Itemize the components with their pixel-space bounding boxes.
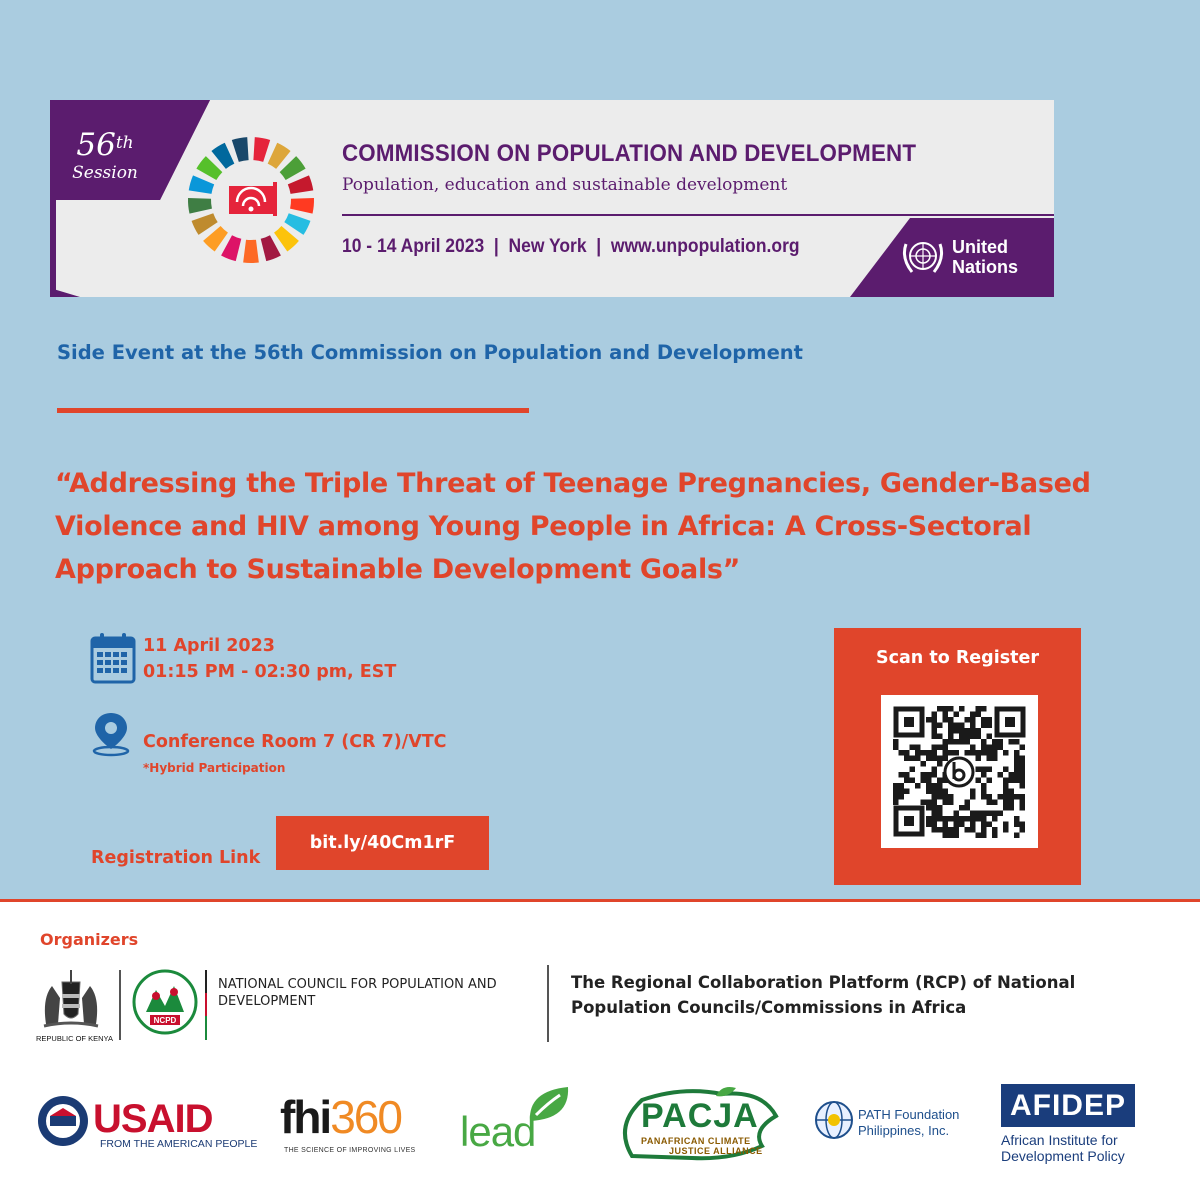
qr-module xyxy=(926,816,932,822)
qr-module xyxy=(893,739,899,745)
kenya-coat-of-arms-icon xyxy=(38,968,104,1032)
qr-module xyxy=(1009,739,1015,745)
qr-module xyxy=(943,706,949,712)
qr-module xyxy=(948,739,954,745)
qr-module xyxy=(1020,745,1026,751)
qr-module xyxy=(970,750,976,756)
qr-module xyxy=(1020,822,1026,828)
ncpd-logo-icon xyxy=(130,968,200,1036)
qr-module xyxy=(932,756,938,762)
qr-module xyxy=(981,811,987,817)
qr-module xyxy=(948,827,954,833)
qr-module xyxy=(1003,805,1009,811)
un-emblem-icon xyxy=(898,234,948,280)
qr-module xyxy=(954,816,960,822)
qr-module xyxy=(937,778,943,784)
organizer-separator xyxy=(547,965,549,1042)
pacja-wordmark: PACJA xyxy=(641,1097,759,1135)
sdg-wheel-segment xyxy=(232,137,249,162)
qr-module xyxy=(992,739,998,745)
qr-module xyxy=(954,833,960,839)
qr-module xyxy=(992,750,998,756)
qr-module xyxy=(976,833,982,839)
qr-module xyxy=(948,816,954,822)
qr-title: Scan to Register xyxy=(876,648,1039,668)
qr-module xyxy=(992,800,998,806)
qr-module xyxy=(937,706,943,712)
qr-module xyxy=(932,783,938,789)
hybrid-note: *Hybrid Participation xyxy=(143,761,286,775)
qr-module xyxy=(1003,767,1009,773)
qr-module xyxy=(1003,750,1009,756)
qr-module xyxy=(937,734,943,740)
sdg-wheel-segment xyxy=(221,235,241,261)
qr-module xyxy=(970,827,976,833)
qr-module xyxy=(893,789,899,795)
qr-module xyxy=(932,805,938,811)
qr-module xyxy=(970,717,976,723)
qr-module xyxy=(981,822,987,828)
commission-title: COMMISSION ON POPULATION AND DEVELOPMENT xyxy=(342,140,917,167)
qr-module xyxy=(954,827,960,833)
event-time: 01:15 PM - 02:30 pm, EST xyxy=(143,662,397,682)
sdg-wheel-segment xyxy=(288,175,313,194)
qr-module xyxy=(976,778,982,784)
qr-module xyxy=(904,772,910,778)
qr-module xyxy=(965,800,971,806)
qr-module xyxy=(932,827,938,833)
qr-module xyxy=(899,783,905,789)
qr-module xyxy=(937,789,943,795)
qr-module xyxy=(998,739,1004,745)
qr-module xyxy=(959,816,965,822)
qr-module xyxy=(1014,767,1020,773)
qr-module xyxy=(1014,822,1020,828)
qr-module xyxy=(915,783,921,789)
qr-module xyxy=(970,789,976,795)
qr-module xyxy=(948,750,954,756)
qr-module xyxy=(987,723,993,729)
qr-module xyxy=(992,827,998,833)
qr-module xyxy=(981,794,987,800)
qr-module xyxy=(943,794,949,800)
registration-link[interactable]: bit.ly/40Cm1rF xyxy=(276,816,489,870)
qr-module xyxy=(904,750,910,756)
qr-module xyxy=(976,756,982,762)
qr-module xyxy=(1009,794,1015,800)
qr-module xyxy=(987,778,993,784)
qr-module xyxy=(1014,794,1020,800)
qr-module xyxy=(998,772,1004,778)
qr-module xyxy=(932,734,938,740)
pacja-tagline-2: JUSTICE ALLIANCE xyxy=(669,1146,763,1156)
qr-module xyxy=(937,761,943,767)
qr-module xyxy=(959,728,965,734)
fhi360-wordmark: fhi360 xyxy=(280,1091,401,1143)
qr-module xyxy=(965,739,971,745)
kenya-caption: REPUBLIC OF KENYA xyxy=(36,1034,113,1043)
qr-module xyxy=(943,756,949,762)
qr-module xyxy=(981,739,987,745)
qr-module xyxy=(893,783,899,789)
qr-module xyxy=(937,805,943,811)
qr-module xyxy=(1009,789,1015,795)
qr-module xyxy=(1020,767,1026,773)
qr-module xyxy=(899,794,905,800)
registration-label: Registration Link xyxy=(91,848,261,868)
qr-module xyxy=(954,811,960,817)
qr-module xyxy=(932,712,938,718)
qr-module xyxy=(970,822,976,828)
event-date: 11 April 2023 xyxy=(143,636,275,656)
qr-module xyxy=(954,728,960,734)
qr-module xyxy=(921,800,927,806)
qr-module xyxy=(1020,794,1026,800)
sdg-wheel-segment xyxy=(274,226,299,252)
qr-module xyxy=(1014,833,1020,839)
qr-module xyxy=(948,706,954,712)
sdg-wheel-segment xyxy=(192,213,218,235)
registration-qr-code[interactable] xyxy=(881,695,1038,848)
qr-module xyxy=(910,756,916,762)
qr-module xyxy=(921,778,927,784)
sdg-wheel-segment xyxy=(253,137,270,162)
qr-module xyxy=(1020,827,1026,833)
qr-module xyxy=(932,800,938,806)
qr-module xyxy=(893,745,899,751)
qr-module xyxy=(921,750,927,756)
session-number: 56th xyxy=(76,127,134,163)
qr-module xyxy=(910,745,916,751)
qr-module xyxy=(987,800,993,806)
qr-module xyxy=(1020,805,1026,811)
qr-module xyxy=(943,789,949,795)
qr-module xyxy=(998,811,1004,817)
qr-module xyxy=(981,816,987,822)
qr-module xyxy=(981,827,987,833)
qr-module xyxy=(1020,800,1026,806)
qr-module xyxy=(987,794,993,800)
usaid-tagline: FROM THE AMERICAN PEOPLE xyxy=(100,1138,258,1150)
qr-module xyxy=(981,706,987,712)
qr-module xyxy=(1003,827,1009,833)
qr-module xyxy=(926,805,932,811)
commission-theme: Population, education and sustainable development xyxy=(342,175,788,195)
event-venue: Conference Room 7 (CR 7)/VTC xyxy=(143,732,447,752)
qr-module xyxy=(959,822,965,828)
sdg-wheel-segment xyxy=(203,226,228,252)
qr-module xyxy=(976,706,982,712)
qr-module xyxy=(970,712,976,718)
qr-module xyxy=(965,827,971,833)
qr-module xyxy=(954,712,960,718)
qr-module xyxy=(921,772,927,778)
qr-module xyxy=(926,717,932,723)
banner-divider xyxy=(342,214,1054,216)
qr-module xyxy=(1014,756,1020,762)
qr-module xyxy=(1003,783,1009,789)
qr-module xyxy=(970,723,976,729)
qr-module xyxy=(987,822,993,828)
lead-wordmark: lead xyxy=(460,1108,536,1155)
qr-module xyxy=(1003,778,1009,784)
qr-module xyxy=(904,778,910,784)
qr-module xyxy=(981,750,987,756)
qr-module xyxy=(987,717,993,723)
qr-module xyxy=(965,717,971,723)
qr-module xyxy=(976,734,982,740)
qr-module xyxy=(932,745,938,751)
qr-module xyxy=(926,789,932,795)
qr-module xyxy=(976,728,982,734)
qr-module xyxy=(970,811,976,817)
qr-module xyxy=(932,822,938,828)
session-label: Session xyxy=(72,163,138,183)
qr-module xyxy=(943,833,949,839)
qr-module xyxy=(893,800,899,806)
event-datetime xyxy=(143,633,396,685)
sdg-wheel-segment xyxy=(290,198,314,214)
qr-module xyxy=(948,833,954,839)
qr-module xyxy=(926,800,932,806)
qr-module xyxy=(937,756,943,762)
qr-module xyxy=(976,767,982,773)
qr-module xyxy=(943,827,949,833)
qr-module xyxy=(1009,778,1015,784)
qr-module xyxy=(1020,778,1026,784)
qr-module xyxy=(943,816,949,822)
qr-module xyxy=(943,822,949,828)
qr-module xyxy=(970,745,976,751)
qr-module xyxy=(932,811,938,817)
qr-module xyxy=(1020,761,1026,767)
qr-module xyxy=(959,739,965,745)
qr-module xyxy=(992,756,998,762)
qr-module xyxy=(932,767,938,773)
ncpd-badge-text: NCPD xyxy=(153,1016,177,1025)
qr-module xyxy=(1003,789,1009,795)
qr-module xyxy=(932,728,938,734)
qr-module xyxy=(970,728,976,734)
qr-module xyxy=(976,816,982,822)
qr-module xyxy=(926,756,932,762)
qr-module xyxy=(937,827,943,833)
sdg-wheel-segment xyxy=(188,198,212,214)
qr-module xyxy=(932,789,938,795)
qr-module xyxy=(1014,816,1020,822)
qr-module xyxy=(910,778,916,784)
qr-module xyxy=(899,750,905,756)
qr-module xyxy=(981,772,987,778)
sdg-wheel-segment xyxy=(284,213,310,235)
qr-module xyxy=(987,734,993,740)
qr-module xyxy=(987,756,993,762)
qr-module xyxy=(932,750,938,756)
qr-module xyxy=(926,778,932,784)
qr-module xyxy=(970,734,976,740)
qr-module xyxy=(954,739,960,745)
sdg-wheel-segment xyxy=(189,175,214,194)
qr-module xyxy=(987,811,993,817)
sdg-wheel-segment xyxy=(196,156,222,180)
qr-module xyxy=(992,811,998,817)
side-event-heading: Side Event at the 56th Commission on Population and Development xyxy=(57,341,803,364)
qr-module xyxy=(1009,800,1015,806)
usaid-wordmark: USAID xyxy=(93,1097,213,1141)
qr-module xyxy=(1014,772,1020,778)
calendar-icon xyxy=(90,632,136,684)
qr-module xyxy=(948,717,954,723)
qr-module xyxy=(981,717,987,723)
qr-module xyxy=(998,745,1004,751)
qr-module xyxy=(959,805,965,811)
kenya-flag-bar xyxy=(205,970,207,1040)
qr-module xyxy=(954,750,960,756)
qr-module xyxy=(1003,794,1009,800)
qr-module xyxy=(937,816,943,822)
qr-module xyxy=(937,723,943,729)
qr-module xyxy=(998,794,1004,800)
qr-module xyxy=(959,734,965,740)
qr-module xyxy=(921,761,927,767)
qr-module xyxy=(1014,739,1020,745)
qr-module xyxy=(987,750,993,756)
qr-module xyxy=(1003,822,1009,828)
sdg-wheel-segment xyxy=(261,235,281,261)
qr-module xyxy=(970,816,976,822)
afidep-wordmark: AFIDEP xyxy=(1001,1084,1135,1127)
qr-module xyxy=(932,816,938,822)
qr-module xyxy=(965,816,971,822)
qr-module xyxy=(943,717,949,723)
event-title: “Addressing the Triple Threat of Teenage Pregnancies, Gender-Based Violence and HIV among Young People in Africa: A Cross-Sectoral Approach to Sustainable Development Goals” xyxy=(55,468,1091,585)
commission-dates-location: 10 - 14 April 2023 | New York | www.unpopulation.org xyxy=(342,236,800,257)
qr-module xyxy=(981,789,987,795)
sdg-wheel-icon xyxy=(186,135,316,265)
qr-module xyxy=(899,772,905,778)
united-nations-wordmark: United Nations xyxy=(952,237,1019,277)
qr-module xyxy=(965,728,971,734)
qr-module xyxy=(948,734,954,740)
qr-module xyxy=(1014,761,1020,767)
qr-module xyxy=(981,767,987,773)
qr-module xyxy=(937,794,943,800)
logo-separator xyxy=(119,970,121,1040)
qr-module xyxy=(937,783,943,789)
afidep-tagline: African Institute for Development Policy xyxy=(1001,1132,1125,1164)
qr-module xyxy=(943,712,949,718)
usaid-seal-icon xyxy=(36,1094,90,1148)
qr-module xyxy=(932,772,938,778)
qr-module xyxy=(948,728,954,734)
qr-module xyxy=(1009,772,1015,778)
qr-module xyxy=(970,794,976,800)
qr-module xyxy=(937,745,943,751)
qr-module xyxy=(1014,750,1020,756)
qr-module xyxy=(948,723,954,729)
fhi360-tagline: THE SCIENCE OF IMPROVING LIVES xyxy=(284,1147,416,1154)
qr-module xyxy=(899,789,905,795)
qr-module xyxy=(893,794,899,800)
footer-divider xyxy=(0,899,1200,902)
qr-module xyxy=(959,723,965,729)
qr-module xyxy=(992,745,998,751)
qr-module xyxy=(943,739,949,745)
qr-module xyxy=(932,794,938,800)
qr-module xyxy=(915,745,921,751)
qr-module xyxy=(981,783,987,789)
qr-module xyxy=(1014,778,1020,784)
qr-module xyxy=(987,745,993,751)
qr-module xyxy=(910,767,916,773)
qr-code-icon xyxy=(881,695,1038,848)
qr-module xyxy=(932,723,938,729)
qr-module xyxy=(943,800,949,806)
qr-module xyxy=(926,772,932,778)
sdg-wheel-segment xyxy=(243,240,259,263)
qr-module xyxy=(981,723,987,729)
qr-module xyxy=(943,745,949,751)
qr-module xyxy=(959,706,965,712)
qr-module xyxy=(981,745,987,751)
qr-module xyxy=(954,822,960,828)
location-pin-icon xyxy=(90,711,132,757)
path-foundation-wordmark: PATH Foundation Philippines, Inc. xyxy=(858,1107,960,1138)
qr-module xyxy=(1020,783,1026,789)
qr-module xyxy=(926,783,932,789)
rcp-name: The Regional Collaboration Platform (RCP) of National Population Councils/Commissions in Africa xyxy=(571,973,1076,1017)
qr-module xyxy=(1020,772,1026,778)
qr-module xyxy=(904,756,910,762)
heading-underline xyxy=(57,408,529,413)
qr-module xyxy=(965,805,971,811)
qr-module xyxy=(954,723,960,729)
qr-module xyxy=(937,811,943,817)
qr-module xyxy=(926,822,932,828)
qr-module xyxy=(965,734,971,740)
qr-module xyxy=(932,717,938,723)
qr-module xyxy=(976,811,982,817)
qr-module xyxy=(915,750,921,756)
sdg-wheel-segment xyxy=(280,156,306,180)
qr-module xyxy=(1003,800,1009,806)
qr-module xyxy=(981,833,987,839)
path-foundation-globe-icon xyxy=(814,1100,854,1140)
ncpd-name: NATIONAL COUNCIL FOR POPULATION AND DEVELOPMENT xyxy=(218,977,497,1009)
qr-module xyxy=(948,800,954,806)
qr-module xyxy=(976,750,982,756)
qr-module xyxy=(904,789,910,795)
qr-module xyxy=(915,756,921,762)
organizers-label: Organizers xyxy=(40,930,139,949)
qr-module xyxy=(943,750,949,756)
qr-module xyxy=(992,833,998,839)
qr-module xyxy=(1020,756,1026,762)
qr-module xyxy=(1009,805,1015,811)
qr-module xyxy=(976,712,982,718)
qr-module xyxy=(926,750,932,756)
qr-module xyxy=(992,816,998,822)
qr-module xyxy=(948,794,954,800)
qr-module xyxy=(965,750,971,756)
pacja-tagline-1: PANAFRICAN CLIMATE xyxy=(641,1136,751,1146)
qr-module xyxy=(987,767,993,773)
